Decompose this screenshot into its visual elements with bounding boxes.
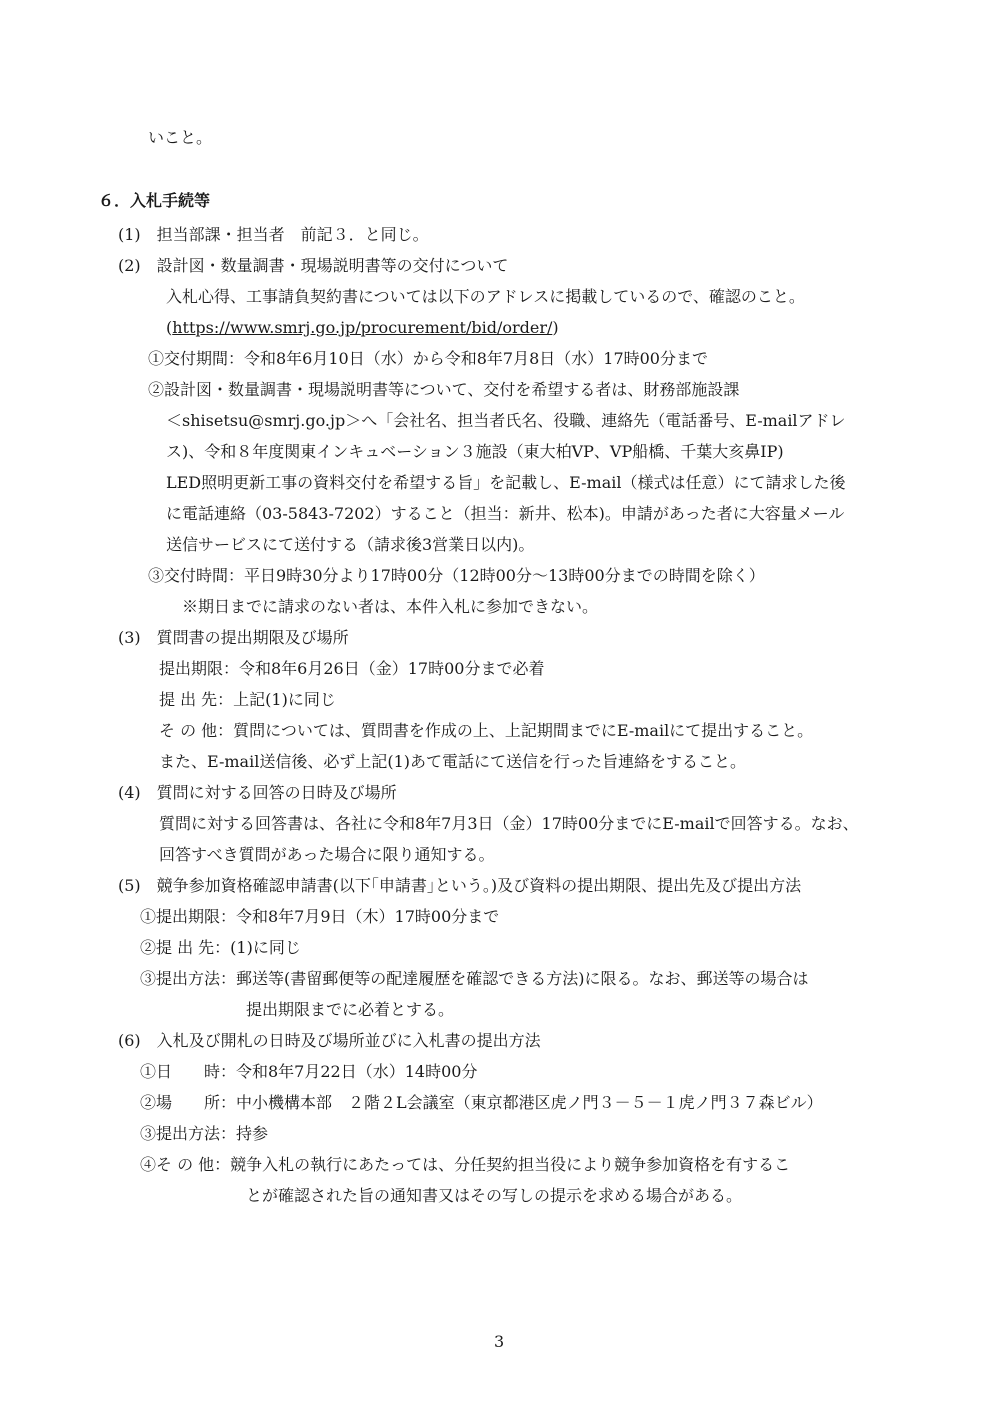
url-close-paren: ) [552, 318, 559, 337]
item-4-title: (4) 質問に対する回答の日時及び場所 [118, 783, 397, 802]
bid-method: ③提出方法：持参 [140, 1124, 269, 1143]
item-2-title: (2) 設計図・数量調書・現場説明書等の交付について [118, 256, 509, 275]
section-heading: ６．入札手続等 [98, 191, 211, 210]
item-3-title: (3) 質問書の提出期限及び場所 [118, 628, 349, 647]
delivery-hours: ③交付時間：平日9時30分より17時00分（12時00分～13時00分までの時間を除く） [148, 566, 765, 585]
question-deadline: 提出期限：令和8年6月26日（金）17時00分まで必着 [159, 659, 545, 678]
url-open-paren: ( [166, 318, 173, 337]
continued-text: いこと。 [148, 128, 213, 147]
page-number: 3 [494, 1332, 505, 1351]
delivery-request-line4: LED照明更新工事の資料交付を希望する旨」を記載し、E-mail（様式は任意）にて請求した後 [166, 473, 846, 492]
bid-other: ④そ の 他：競争入札の執行にあたっては、分任契約担当役により競争参加資格を有するこ [140, 1155, 791, 1174]
item-5-title: (5) 競争参加資格確認申請書(以下｢申請書｣という。)及び資料の提出期限、提出先及び提出方法 [118, 876, 802, 895]
item-2-text: 入札心得、工事請負契約書については以下のアドレスに掲載しているので、確認のこと。 [166, 287, 805, 306]
delivery-request-line6: 送信サービスにて送付する（請求後3営業日以内)。 [166, 535, 535, 554]
submission-destination: ②提 出 先：(1)に同じ [140, 938, 301, 957]
delivery-note: ※期日までに請求のない者は、本件入札に参加できない。 [182, 597, 599, 616]
delivery-request-line3: ス)、令和８年度関東インキュベーション３施設（東大柏VP、VP船橋、千葉大亥鼻IP) [166, 442, 784, 461]
submission-method-line2: 提出期限までに必着とする。 [246, 1000, 455, 1019]
submission-deadline: ①提出期限：令和8年7月9日（木）17時00分まで [140, 907, 500, 926]
bid-datetime: ①日 時：令和8年7月22日（水）14時00分 [140, 1062, 478, 1081]
submission-method: ③提出方法：郵送等(書留郵便等の配達履歴を確認できる方法)に限る。なお、郵送等の場合は [140, 969, 809, 988]
delivery-period: ①交付期間：令和8年6月10日（水）から令和8年7月8日（水）17時00分まで [148, 349, 708, 368]
procurement-url-link[interactable]: https://www.smrj.go.jp/procurement/bid/order/ [172, 318, 553, 337]
item-6-title: (6) 入札及び開札の日時及び場所並びに入札書の提出方法 [118, 1031, 541, 1050]
bid-other-line2: とが確認された旨の通知書又はその写しの提示を求める場合がある。 [246, 1186, 743, 1205]
delivery-request-line2: ＜shisetsu@smrj.go.jp＞へ「会社名、担当者氏名、役職、連絡先（電話番号、E-mailアドレ [166, 411, 846, 430]
answer-text: 質問に対する回答書は、各社に令和8年7月3日（金）17時00分までにE-mailで回答する。なお、 [159, 814, 859, 833]
delivery-request: ②設計図・数量調書・現場説明書等について、交付を希望する者は、財務部施設課 [148, 380, 740, 399]
url-line [166, 320, 559, 336]
bid-location: ②場 所：中小機構本部 ２階２L会議室（東京都港区虎ノ門３－５－１虎ノ門３７森ビル） [140, 1093, 823, 1112]
question-other-line2: また、E-mail送信後、必ず上記(1)あて電話にて送信を行った旨連絡をすること。 [159, 752, 746, 771]
question-other: そ の 他：質問については、質問書を作成の上、上記期間までにE-mailにて提出すること。 [159, 721, 814, 740]
item-1: (1) 担当部課・担当者 前記３．と同じ。 [118, 225, 429, 244]
delivery-request-line5: に電話連絡（03-5843-7202）すること（担当：新井、松本)。申請があった者に大容量メール [166, 504, 845, 523]
answer-text-line2: 回答すべき質問があった場合に限り通知する。 [159, 845, 495, 864]
question-destination: 提 出 先：上記(1)に同じ [159, 690, 336, 709]
